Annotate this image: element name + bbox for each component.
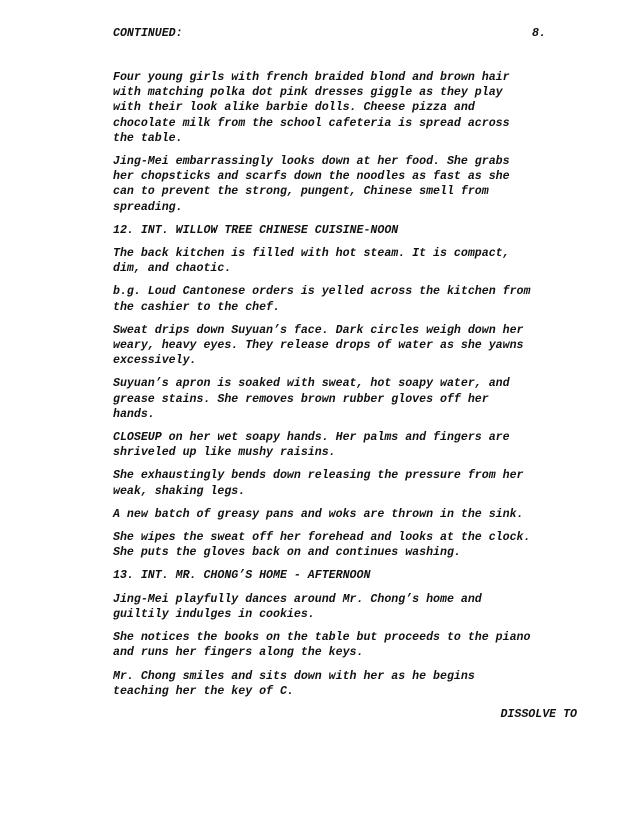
action-paragraph: b.g. Loud Cantonese orders is yelled across the kitchen from the cashier to the chef.	[113, 285, 531, 314]
page-number: 8.	[532, 27, 546, 40]
action-paragraph: Suyuan’s apron is soaked with sweat, hot soapy water, and grease stains. She removes brown rubber gloves off her hands.	[113, 377, 510, 421]
continued-header: CONTINUED:	[113, 27, 183, 40]
action-paragraph: The back kitchen is filled with hot steam. It is compact, dim, and chaotic.	[113, 247, 510, 276]
action-paragraph: Four young girls with french braided blond and brown hair with matching polka dot pink dresses giggle as they play with their look alike barbie dolls. Cheese pizza and chocolate milk from the school cafeteria is spread across the table.	[113, 71, 510, 145]
action-paragraph: Mr. Chong smiles and sits down with her as he begins teaching her the key of C.	[113, 669, 475, 698]
action-paragraph: She notices the books on the table but proceeds to the piano and runs her fingers along the keys.	[113, 631, 531, 660]
action-paragraph: Jing-Mei embarrassingly looks down at her food. She grabs her chopsticks and scarfs down the noodles as fast as she can to prevent the strong, pungent, Chinese smell from spreading.	[113, 155, 510, 214]
action-paragraph: A new batch of greasy pans and woks are thrown in the sink.	[113, 507, 524, 521]
scene-heading: 12. INT. WILLOW TREE CHINESE CUISINE-NOON	[113, 223, 399, 237]
transition: DISSOLVE TO	[500, 707, 577, 721]
action-paragraph: She exhaustingly bends down releasing the pressure from her weak, shaking legs.	[113, 469, 524, 498]
action-paragraph: CLOSEUP on her wet soapy hands. Her palms and fingers are shriveled up like mushy raisins.	[113, 431, 510, 460]
action-paragraph: Jing-Mei playfully dances around Mr. Chong’s home and guiltily indulges in cookies.	[113, 592, 482, 621]
scene-heading: 13. INT. MR. CHONG’S HOME - AFTERNOON	[113, 569, 371, 583]
action-paragraph: Sweat drips down Suyuan’s face. Dark circles weigh down her weary, heavy eyes. They release drops of water as she yawns excessively.	[113, 323, 524, 368]
script-body	[113, 70, 577, 722]
action-paragraph: She wipes the sweat off her forehead and looks at the clock. She puts the gloves back on and continues washing.	[113, 531, 531, 560]
